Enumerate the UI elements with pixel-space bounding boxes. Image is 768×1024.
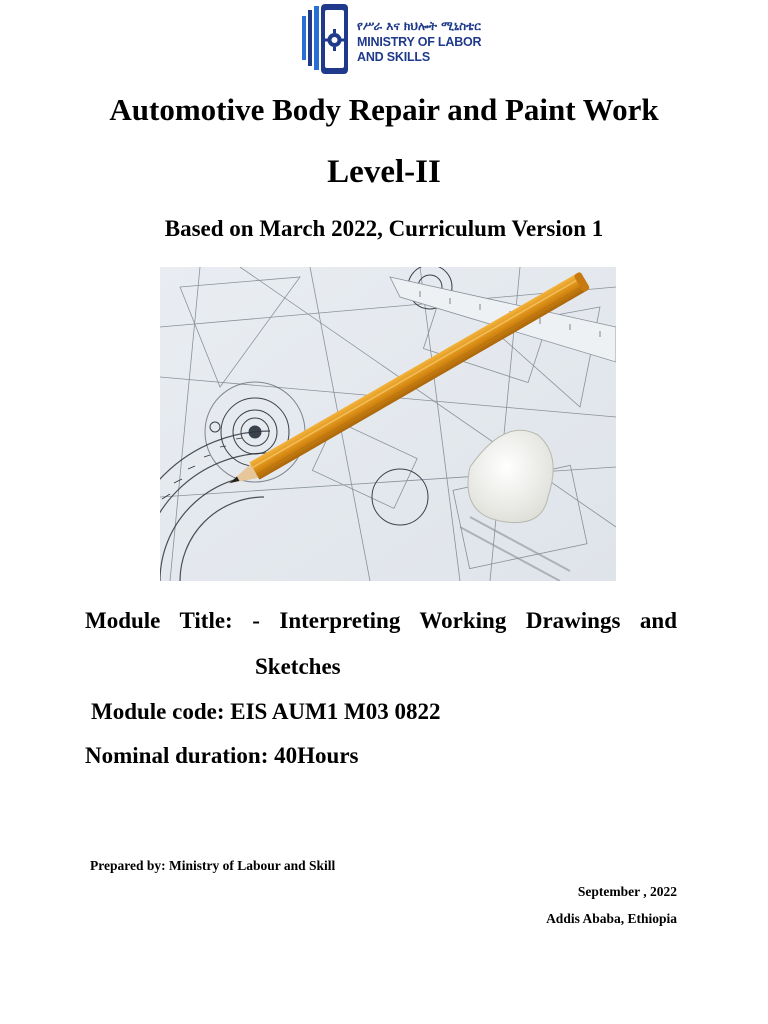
logo-ministry-text (357, 35, 481, 65)
prepared-by: Prepared by: Ministry of Labour and Skill (90, 858, 336, 873)
ministry-emblem-icon (300, 2, 356, 76)
logo-line-1: MINISTRY OF LABOR (357, 35, 482, 49)
publication-date: September , 2022 (577, 884, 677, 899)
publication-place: Addis Ababa, Ethiopia (546, 911, 677, 926)
module-title-line-1: Module Title: - Interpreting Working Drawings and (85, 608, 677, 633)
module-code: Module code: EIS AUM1 M03 0822 (91, 699, 441, 724)
logo-line-2: AND SKILLS (357, 50, 431, 64)
logo-amharic-text: የሥራ እና ክህሎት ሚኒስቴር (357, 19, 481, 33)
level-heading: Level-II (327, 154, 441, 190)
module-title-line-2: Sketches (255, 654, 341, 679)
technical-drawing-pencil-image (160, 267, 616, 581)
cover-image (160, 267, 616, 581)
curriculum-subtitle: Based on March 2022, Curriculum Version 1 (164, 216, 604, 241)
nominal-duration: Nominal duration: 40Hours (85, 743, 359, 768)
document-title: Automotive Body Repair and Paint Work (109, 92, 659, 127)
ministry-logo (300, 2, 480, 76)
